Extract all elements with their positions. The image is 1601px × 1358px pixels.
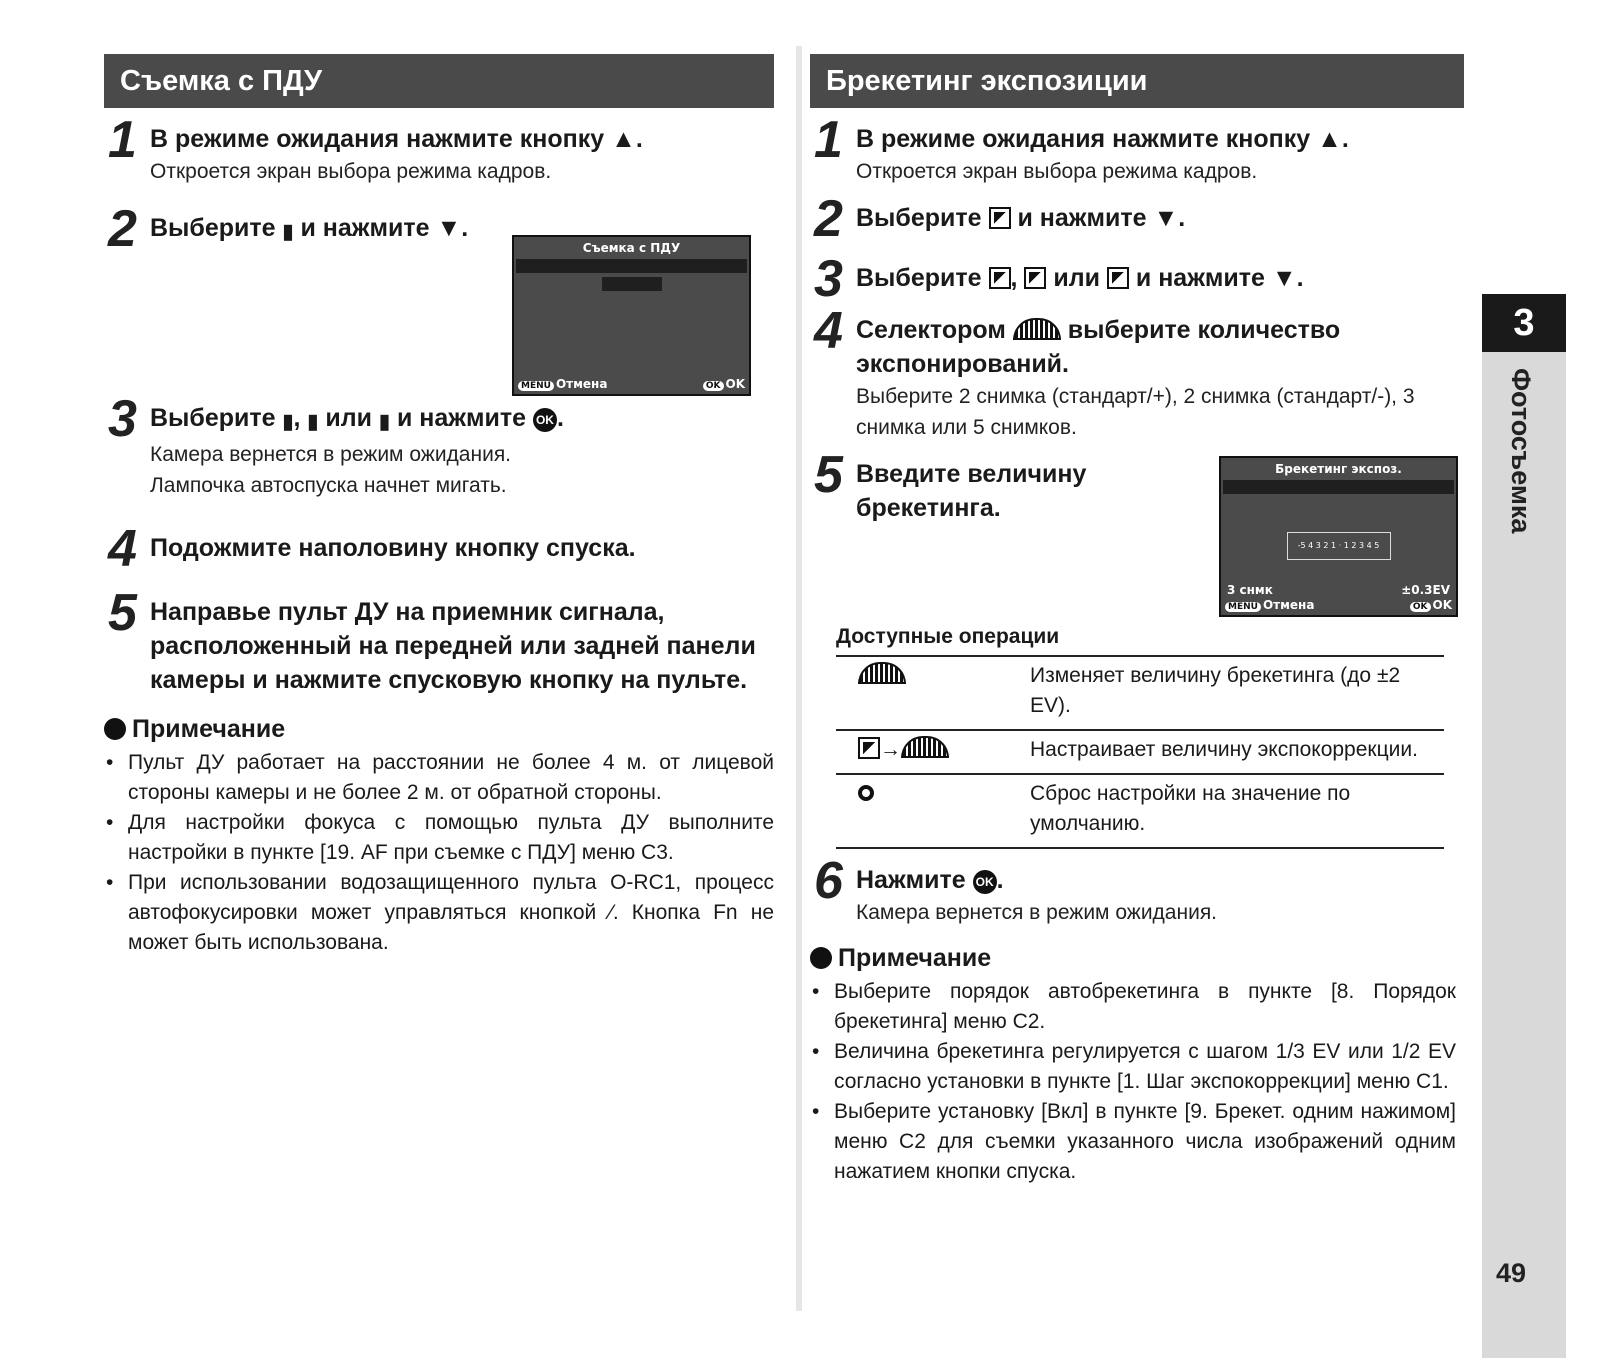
note-item: • Для настройки фокуса с помощью пульта ДУ выполните настройки в пункте [19. AF при съемке с ПДУ] меню C3. [104, 808, 774, 868]
section-title: Брекетинг экспозиции [810, 54, 1464, 108]
step-number: 4 [814, 302, 843, 360]
column-divider [796, 46, 802, 1311]
remote-section [104, 54, 774, 958]
step-heading: Выберите ▮, ▮ или ▮ и нажмите OK . [150, 401, 774, 439]
step-3 [104, 390, 774, 501]
step-heading: Нажмите OK . [856, 866, 1004, 894]
step-number: 1 [814, 111, 843, 169]
step-description: Откроется экран выбора режима кадров. [150, 160, 552, 183]
step-5 [810, 446, 1216, 525]
step-number: 3 [814, 250, 843, 308]
remote-continuous-icon: ▮ [378, 411, 390, 433]
step-heading: Выберите ▮ и нажмите ▼. [150, 211, 774, 249]
step-4 [810, 302, 1480, 443]
screen-title: Брекетинг экспоз. [1275, 462, 1402, 476]
step-number: 1 [108, 111, 137, 169]
step-3 [810, 250, 1480, 308]
remote-3s-icon: ▮ [307, 411, 319, 433]
cancel-hint: MENU Отмена [1225, 598, 1314, 612]
note-item: • Пульт ДУ работает на расстоянии не более 4 м. от лицевой стороны камеры и не более 2 м. от обратной стороны. [104, 748, 774, 808]
step-heading: Селектором выберите количество экспонирований. [856, 316, 1341, 378]
step-2 [810, 190, 1480, 248]
note-item: • Величина брекетинга регулируется с шагом 1/3 EV или 1/2 EV согласно установки в пункте [1. Шаг экспокоррекции] меню C1. [810, 1037, 1456, 1097]
step-heading: Подожмите наполовину кнопку спуска. [150, 534, 636, 562]
step-1 [104, 111, 774, 187]
step-heading: Введите величину брекетинга. [856, 460, 1087, 522]
exposure-comp-icon [858, 737, 880, 759]
note-heading: Примечание [810, 944, 1480, 973]
section-title: Съемка с ПДУ [104, 54, 774, 108]
note-list [104, 748, 774, 958]
operations-row [836, 656, 1444, 730]
step-heading: Выберите и нажмите ▼. [856, 204, 1186, 232]
operation-key [836, 656, 1030, 730]
bracket-selftimer-icon [1107, 267, 1129, 289]
green-button-icon [858, 785, 874, 801]
step-heading: Направье пульт ДУ на приемник сигнала, расположенный на передней или задней панели камеры и нажмите спусковую кнопку на пульте. [150, 598, 756, 694]
ok-hint: OK OK [703, 377, 745, 391]
chapter-sidebar [1482, 294, 1566, 1358]
drive-mode-icon-row [516, 259, 747, 273]
bracketing-section [810, 54, 1480, 1187]
page-number: 49 [1496, 1258, 1527, 1288]
step-description: Откроется экран выбора режима кадров. [856, 160, 1258, 183]
step-heading: Выберите , или и нажмите ▼. [856, 264, 1304, 292]
step-number: 5 [814, 446, 843, 504]
ev-scale: -5 4 3 2 1 · 1 2 3 4 5 [1287, 532, 1391, 560]
bracketing-menu-screen [1219, 456, 1458, 617]
step-number: 6 [814, 852, 843, 910]
step-number: 3 [108, 390, 137, 448]
operations-row [836, 730, 1444, 774]
note-heading: Примечание [104, 715, 774, 744]
screen-values [1227, 583, 1450, 597]
note-pen-icon [810, 947, 832, 969]
cancel-hint: MENU Отмена [518, 377, 607, 391]
step-5 [104, 584, 774, 697]
step-1 [810, 111, 1480, 187]
screen-footer [1225, 598, 1452, 612]
operation-description: Настраивает величину экспокоррекции. [1030, 730, 1444, 774]
note-item: • Выберите установку [Вкл] в пункте [9. Брекет. одним нажимом] меню C2 для съемки указанного числа изображений одним нажатием кнопки спуска. [810, 1097, 1456, 1187]
remote-icon: ▮ [282, 411, 294, 433]
operation-key [836, 774, 1030, 848]
step-number: 2 [108, 200, 137, 258]
chapter-number: 3 [1482, 294, 1566, 352]
step-description: Камера вернется в режим ожидания. [856, 901, 1218, 924]
rear-dial-icon [901, 736, 949, 758]
remote-icon: ▮ [282, 221, 294, 243]
operations-table [836, 655, 1444, 849]
rear-dial-icon [858, 662, 906, 684]
step-number: 4 [108, 520, 137, 578]
step-number: 5 [108, 584, 137, 642]
screen-footer [518, 377, 745, 391]
shot-count: 3 снмк [1227, 583, 1273, 597]
remote-submode-row [602, 277, 662, 291]
bracket-icon [989, 207, 1011, 229]
note-list [810, 977, 1456, 1187]
ok-button-icon: OK [973, 870, 997, 894]
operations-row [836, 774, 1444, 848]
step-4 [104, 520, 774, 578]
drive-mode-icon-row [1223, 480, 1454, 494]
step-description: Выберите 2 снимка (стандарт/+), 2 снимка (стандарт/-), 3 снимка или 5 снимков. [856, 385, 1415, 439]
step-heading: В режиме ожидания нажмите кнопку ▲. [856, 125, 1349, 153]
ev-step: ±0.3EV [1401, 583, 1450, 597]
operation-key: → [836, 730, 1030, 774]
bracket-icon [989, 267, 1011, 289]
chapter-label: Фотосъемка [1506, 368, 1536, 534]
step-description: Лампочка автоспуска начнет мигать. [150, 474, 507, 497]
note-pen-icon [104, 718, 126, 740]
note-item: • При использовании водозащищенного пульта O-RC1, процесс автофокусировки может управляться кнопкой ⁄. Кнопка Fn не может быть использована. [104, 868, 774, 958]
step-6 [810, 852, 1480, 928]
operation-description: Сброс настройки на значение по умолчанию. [1030, 774, 1444, 848]
note-item: • Выберите порядок автобрекетинга в пункте [8. Порядок брекетинга] меню C2. [810, 977, 1456, 1037]
remote-menu-screen [512, 235, 751, 396]
operation-description: Изменяет величину брекетинга (до ±2 EV). [1030, 656, 1444, 730]
step-description: Камера вернется в режим ожидания. [150, 443, 512, 466]
step-heading: В режиме ожидания нажмите кнопку ▲. [150, 125, 643, 153]
e-dial-icon [1013, 318, 1061, 340]
step-number: 2 [814, 190, 843, 248]
operations-title: Доступные операции [836, 625, 1060, 648]
screen-title: Съемка с ПДУ [582, 241, 681, 255]
ok-button-icon: OK [533, 408, 557, 432]
bracket-remote-icon [1024, 267, 1046, 289]
ok-hint: OK OK [1410, 598, 1452, 612]
